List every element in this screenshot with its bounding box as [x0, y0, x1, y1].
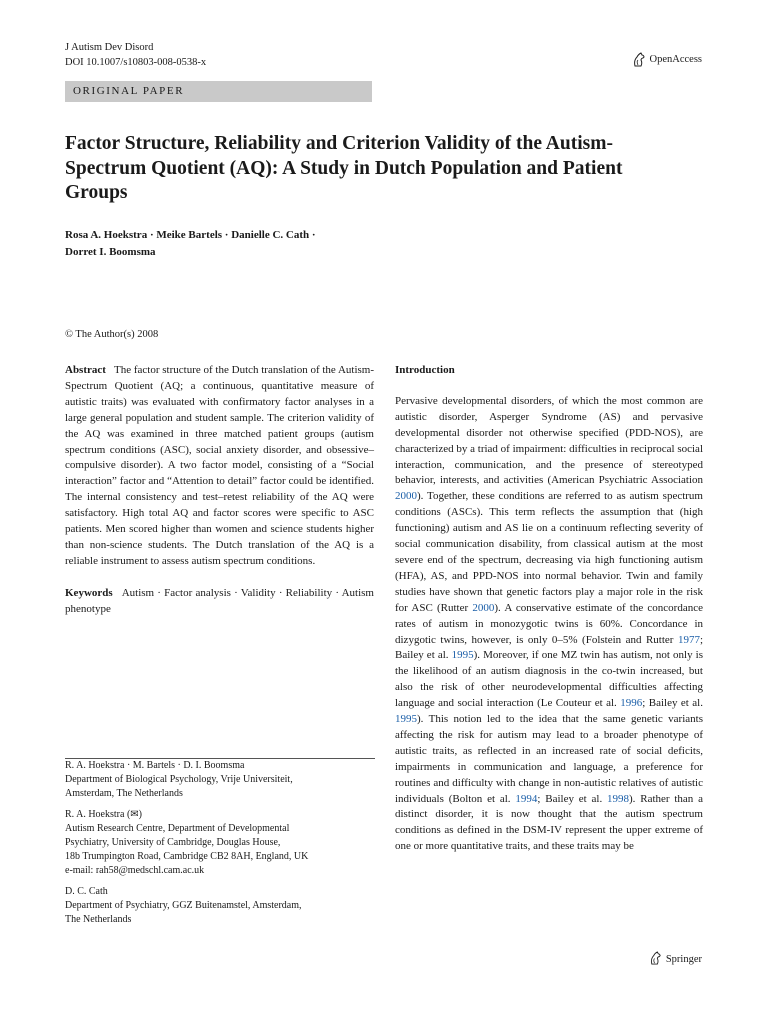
body-text: ; Bailey et al.	[537, 792, 608, 805]
body-text: ; Bailey et al.	[642, 697, 703, 710]
author-line: Rosa A. Hoekstra · Meike Bartels · Danielle C. Cath ·	[65, 229, 316, 241]
author-line: Dorret I. Boomsma	[65, 246, 156, 258]
affiliation-line: The Netherlands	[65, 914, 132, 925]
introduction-heading: Introduction	[395, 364, 455, 376]
affiliation-block	[65, 808, 375, 878]
abstract	[65, 363, 374, 570]
citation-link[interactable]: 1977	[677, 633, 700, 646]
affiliation-line: 18b Trumpington Road, Cambridge CB2 8AH, England, UK	[65, 851, 309, 862]
affiliation-line: Department of Psychiatry, GGZ Buitenamstel, Amsterdam,	[65, 900, 302, 911]
citation-link[interactable]: 1994	[515, 792, 538, 805]
springer-horse-icon	[632, 52, 646, 67]
citation-link[interactable]: 1995	[451, 649, 474, 662]
springer-horse-icon	[649, 951, 662, 968]
left-column	[65, 363, 374, 618]
keywords	[65, 586, 374, 618]
body-text: ; Bailey et al.	[395, 633, 703, 662]
journal-name: J Autism Dev Disord	[65, 42, 154, 53]
body-text: Pervasive developmental disorders, of which the most common are autistic disorder, Asperger Syndrome (AS) and pervasive developmental disorder not otherwise specified (PDD-NOS), are characterized by a triad of impairment: difficulties in reciprocal social interaction, communication, and the presence of stereotyped behavior, interests, and activities (American Psychiatric Association	[395, 394, 703, 487]
article-type-badge: ORIGINAL PAPER	[65, 81, 372, 102]
author-list	[65, 227, 395, 261]
affiliation-line: R. A. Hoekstra · M. Bartels · D. I. Boomsma	[65, 760, 245, 771]
abstract-label: Abstract	[65, 364, 106, 376]
journal-header	[65, 40, 206, 70]
citation-link[interactable]: 2000	[395, 490, 417, 503]
affiliation-block	[65, 759, 375, 801]
citation-link[interactable]: 2000	[472, 601, 495, 614]
introduction-body	[395, 394, 703, 855]
affiliation-block	[65, 885, 375, 927]
doi: DOI 10.1007/s10803-008-0538-x	[65, 57, 207, 68]
copyright-notice: © The Author(s) 2008	[65, 329, 159, 340]
body-text: ). Rather than a distinct disorder, it is now thought that the autism spectrum conditions as defined in the DSM-IV represent the upper extreme of one or more quantitative traits, and these traits may be	[395, 792, 703, 853]
affiliation-line: Amsterdam, The Netherlands	[65, 788, 183, 799]
affiliation-line: Department of Biological Psychology, Vrije Universiteit,	[65, 774, 293, 785]
abstract-text: The factor structure of the Dutch translation of the Autism-Spectrum Quotient (AQ; a continuous, quantitative measure of autistic traits) was evaluated with confirmatory factor analyses in a large general population and student sample. The criterion validity of the AQ was examined in three matched patient groups (autism spectrum conditions (ASC), social anxiety disorder, and obsessive–compulsive disorder). A two factor model, consisting of a “Social interaction” factor and “Attention to detail” factor could be identified. The internal consistency and test–retest reliability of the AQ were satisfactory. High total AQ and factor scores were specific to ASC patients. Men scored higher than women and science students higher than non-science students. The Dutch translation of the AQ is a reliable instrument to assess autism spectrum conditions.	[65, 364, 375, 567]
affiliations	[65, 758, 375, 934]
citation-link[interactable]: 1996	[620, 697, 643, 710]
affiliation-line: Autism Research Centre, Department of Developmental	[65, 823, 290, 834]
open-access-badge	[632, 52, 702, 67]
citation-link[interactable]: 1995	[395, 713, 417, 726]
keywords-text: Autism · Factor analysis · Validity · Reliability · Autism phenotype	[65, 586, 374, 615]
body-text: ). Moreover, if one MZ twin has autism, not only is the likelihood of an autism diagnosis in the co-twin increased, but also the risk of other neurodevelopmental difficulties affecting language and social interaction (Le Couteur et al.	[395, 649, 703, 710]
affiliation-line[interactable]: e-mail: rah58@medschl.cam.ac.uk	[65, 865, 205, 876]
body-text: ). Together, these conditions are referred to as autism spectrum conditions (ASCs). This term reflects the assumption that (high functioning) autism and AS lie on a continuum reflecting severity of social communication disability, from classical autism at the most severe end of the spectrum, decreasing via high functioning autism (HFA), AS, and PPD-NOS into normal behavior. Twin and family studies have shown that genetic factors play a major role in the risk for ASC (Rutter	[395, 490, 703, 614]
affiliation-line: D. C. Cath	[65, 886, 108, 897]
affiliation-line: Psychiatry, University of Cambridge, Douglas House,	[65, 837, 281, 848]
affiliation-line: R. A. Hoekstra (✉)	[65, 809, 142, 820]
right-column	[395, 363, 703, 855]
body-text: ). A conservative estimate of the concordance rates of autism in monozygotic twins is 60%. Concordance in dizygotic twins, however, is only 0–5% (Folstein and Rutter	[395, 601, 703, 646]
keywords-label: Keywords	[65, 586, 113, 599]
article-title: Factor Structure, Reliability and Criterion Validity of the Autism-Spectrum Quotient (AQ): A Study in Dutch Population and Patient Groups	[65, 133, 623, 203]
open-access-label: OpenAccess	[649, 54, 702, 65]
publisher-name: Springer	[665, 954, 702, 965]
publisher-footer	[649, 951, 702, 968]
citation-link[interactable]: 1998	[607, 792, 630, 805]
body-text: ). This notion led to the idea that the same genetic variants affecting the risk for autism may lead to a broader phenotype of autistic traits, as reflected in an increased rate of social deficits, impairments in communication and language, a preference for routines and difficulty with change in non-autistic relatives of autistic individuals (Bolton et al.	[395, 713, 703, 805]
